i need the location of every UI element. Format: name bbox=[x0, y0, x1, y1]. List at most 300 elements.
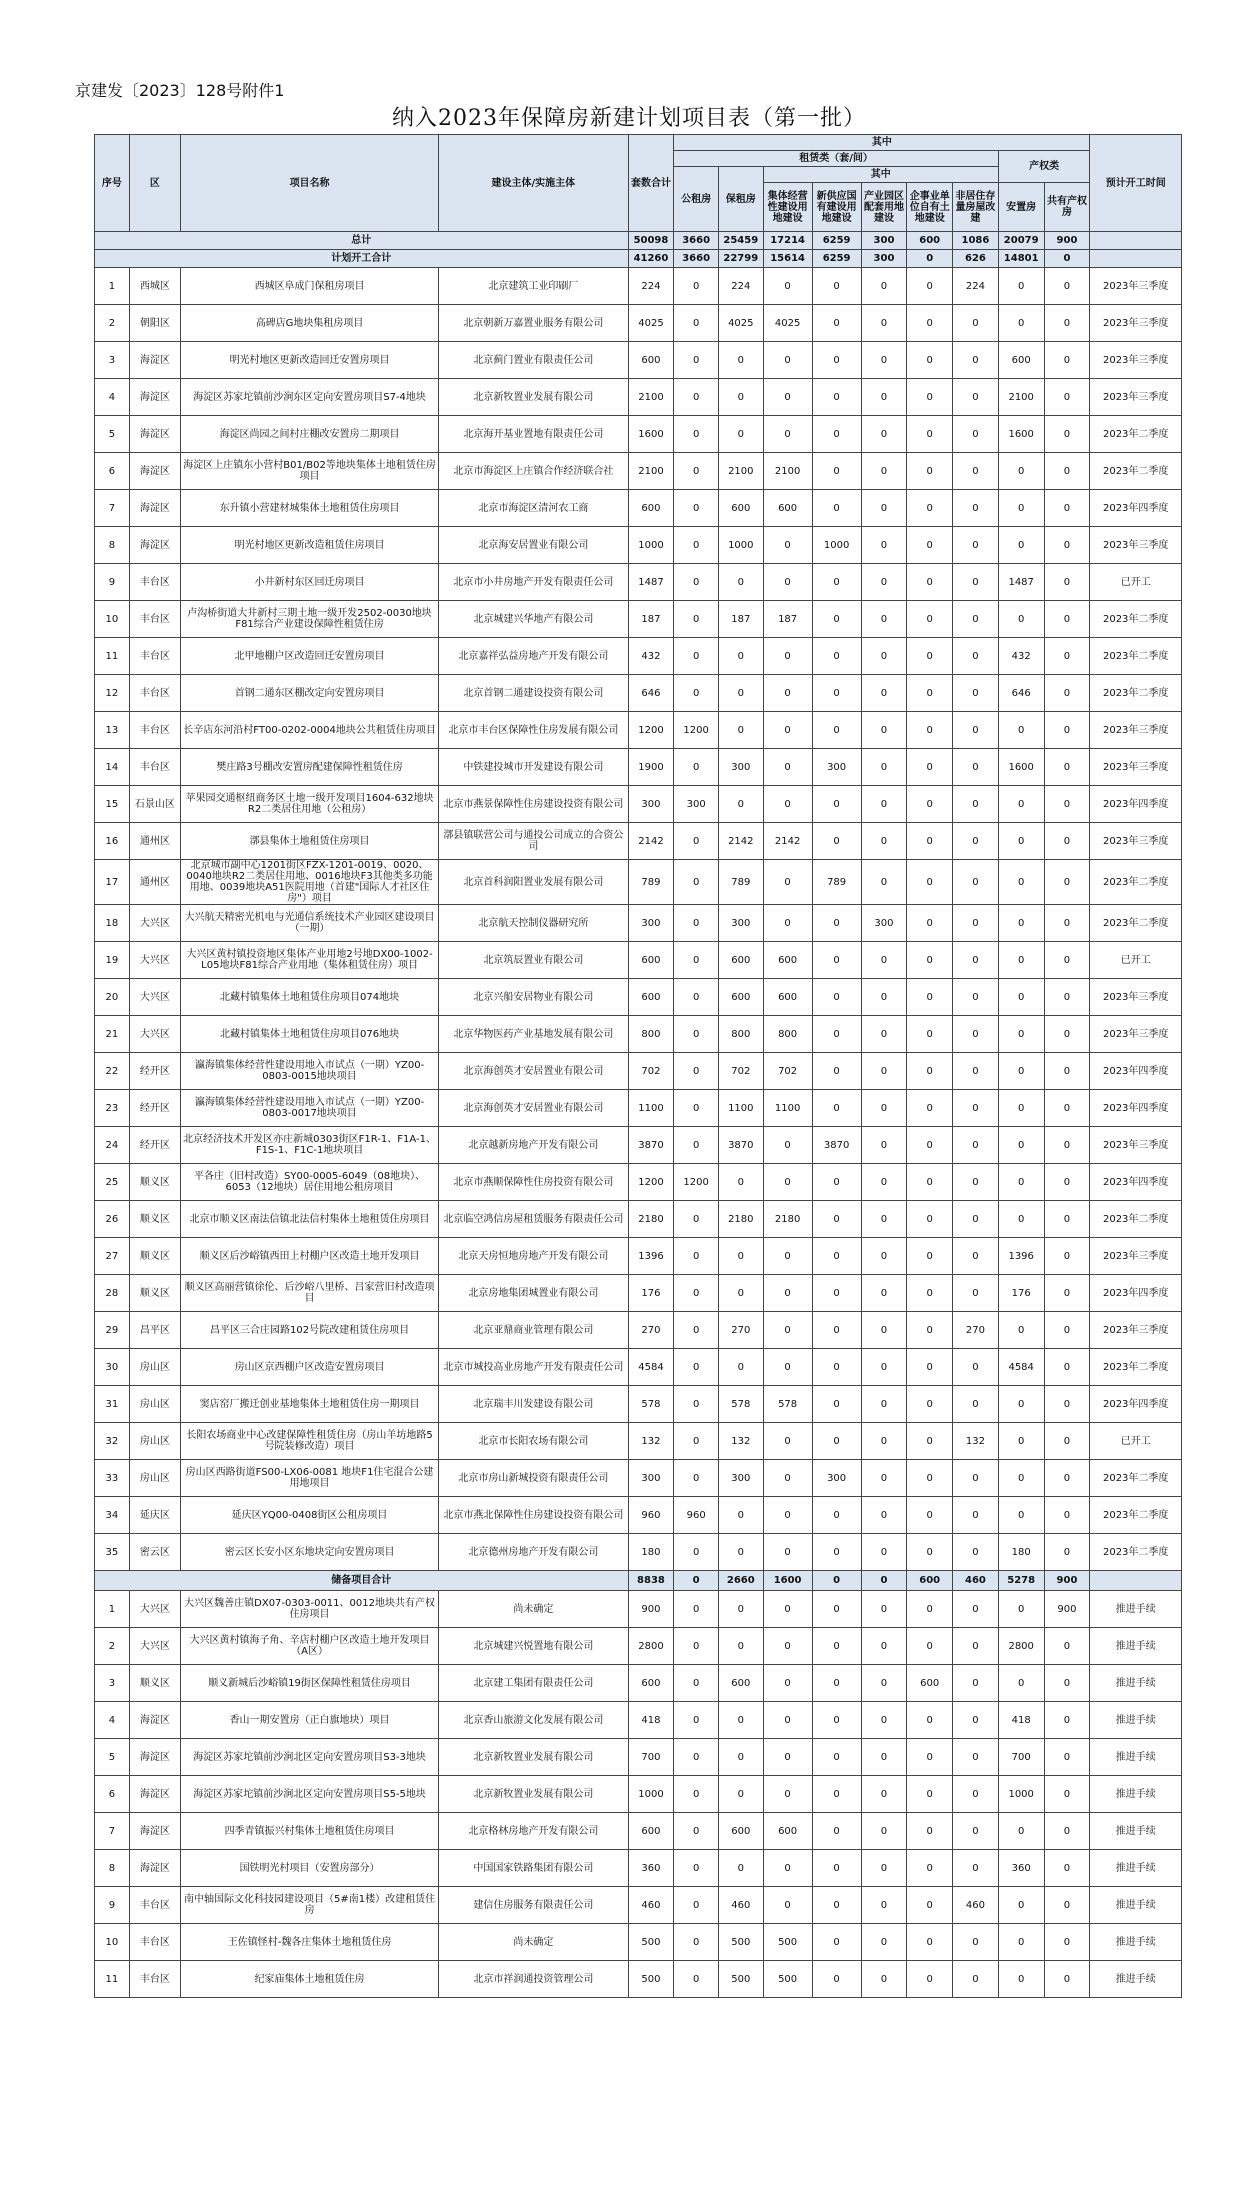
table-cell: 789 bbox=[812, 860, 861, 905]
reserve-subtotal-row-label: 储备项目合计 bbox=[95, 1571, 629, 1591]
table-cell: 300 bbox=[812, 1460, 861, 1497]
table-cell: 0 bbox=[861, 1312, 907, 1349]
plan-subtotal-row-label: 计划开工合计 bbox=[95, 250, 629, 268]
table-cell: 800 bbox=[763, 1016, 812, 1053]
table-cell: 北京首钢二通建设投资有限公司 bbox=[439, 675, 628, 712]
table-cell: 0 bbox=[763, 527, 812, 564]
table-row bbox=[95, 1776, 1182, 1813]
table-cell: 0 bbox=[1044, 342, 1090, 379]
table-cell: 2023年四季度 bbox=[1090, 1053, 1182, 1090]
table-cell: 0 bbox=[1044, 942, 1090, 979]
table-cell: 1200 bbox=[628, 712, 674, 749]
table-cell: 0 bbox=[763, 416, 812, 453]
table-cell: 0 bbox=[1044, 1423, 1090, 1460]
table-cell: 2023年四季度 bbox=[1090, 1164, 1182, 1201]
table-cell: 0 bbox=[907, 1423, 953, 1460]
table-cell: 132 bbox=[718, 1423, 763, 1460]
table-cell: 4025 bbox=[628, 305, 674, 342]
table-cell: 北藏村镇集体土地租赁住房项目074地块 bbox=[181, 979, 439, 1016]
table-cell: 300 bbox=[812, 749, 861, 786]
table-cell: 0 bbox=[907, 1628, 953, 1665]
table-cell: 0 bbox=[1044, 1497, 1090, 1534]
summary-cell: 50098 bbox=[628, 232, 674, 250]
table-cell: 海淀区 bbox=[129, 416, 180, 453]
table-cell: 0 bbox=[1044, 305, 1090, 342]
summary-cell: 17214 bbox=[763, 232, 812, 250]
table-cell: 0 bbox=[861, 1201, 907, 1238]
table-cell: 推进手续 bbox=[1090, 1665, 1182, 1702]
table-cell: 0 bbox=[812, 1497, 861, 1534]
summary-cell: 6259 bbox=[812, 250, 861, 268]
table-cell: 0 bbox=[953, 416, 999, 453]
table-row bbox=[95, 712, 1182, 749]
table-cell: 大兴区 bbox=[129, 1628, 180, 1665]
table-row bbox=[95, 1090, 1182, 1127]
table-row bbox=[95, 1497, 1182, 1534]
table-cell: 0 bbox=[861, 564, 907, 601]
table-cell: 0 bbox=[907, 1127, 953, 1164]
table-cell: 0 bbox=[763, 1739, 812, 1776]
table-cell: 224 bbox=[953, 268, 999, 305]
table-cell: 0 bbox=[953, 1961, 999, 1998]
table-cell: 高碑店G地块集租房项目 bbox=[181, 305, 439, 342]
table-cell: 0 bbox=[861, 305, 907, 342]
table-cell: 国铁明光村项目（安置房部分） bbox=[181, 1850, 439, 1887]
table-cell: 0 bbox=[674, 942, 719, 979]
table-cell: 0 bbox=[718, 1497, 763, 1534]
table-row bbox=[95, 860, 1182, 905]
table-cell: 2800 bbox=[998, 1628, 1044, 1665]
table-cell: 0 bbox=[1044, 905, 1090, 942]
table-cell: 0 bbox=[674, 601, 719, 638]
table-cell: 1000 bbox=[812, 527, 861, 564]
table-cell: 11 bbox=[95, 1961, 130, 1998]
table-cell: 0 bbox=[907, 905, 953, 942]
table-cell: 0 bbox=[953, 527, 999, 564]
table-cell: 0 bbox=[674, 905, 719, 942]
header-anzhi: 安置房 bbox=[998, 183, 1044, 232]
table-cell: 700 bbox=[998, 1739, 1044, 1776]
table-cell: 2023年三季度 bbox=[1090, 1016, 1182, 1053]
table-cell: 顺义区 bbox=[129, 1164, 180, 1201]
table-cell: 0 bbox=[861, 527, 907, 564]
summary-cell: 15614 bbox=[763, 250, 812, 268]
table-cell: 0 bbox=[1044, 1628, 1090, 1665]
table-cell: 224 bbox=[718, 268, 763, 305]
table-cell: 32 bbox=[95, 1423, 130, 1460]
table-cell: 0 bbox=[718, 342, 763, 379]
table-cell: 2 bbox=[95, 1628, 130, 1665]
table-cell: 0 bbox=[907, 979, 953, 1016]
table-cell: 2023年二季度 bbox=[1090, 1497, 1182, 1534]
table-cell: 0 bbox=[812, 712, 861, 749]
table-cell: 顺义新城后沙峪镇19街区保障性租赁住房项目 bbox=[181, 1665, 439, 1702]
table-cell: 0 bbox=[998, 1591, 1044, 1628]
table-cell: 0 bbox=[953, 1275, 999, 1312]
table-cell: 2142 bbox=[718, 823, 763, 860]
table-cell: 2023年二季度 bbox=[1090, 416, 1182, 453]
table-cell: 2100 bbox=[763, 453, 812, 490]
table-cell: 0 bbox=[998, 1164, 1044, 1201]
table-cell: 顺义区 bbox=[129, 1201, 180, 1238]
table-cell: 17 bbox=[95, 860, 130, 905]
table-cell: 0 bbox=[674, 1887, 719, 1924]
table-cell: 丰台区 bbox=[129, 749, 180, 786]
table-cell: 房山区西路街道FS00-LX06-0081 地块F1住宅混合公建用地项目 bbox=[181, 1460, 439, 1497]
table-cell: 0 bbox=[953, 1628, 999, 1665]
table-cell: 0 bbox=[907, 1053, 953, 1090]
table-cell: 0 bbox=[1044, 1053, 1090, 1090]
table-cell: 推进手续 bbox=[1090, 1591, 1182, 1628]
table-cell: 0 bbox=[861, 453, 907, 490]
table-cell: 0 bbox=[953, 342, 999, 379]
summary-cell: 2660 bbox=[718, 1571, 763, 1591]
table-cell: 0 bbox=[861, 1850, 907, 1887]
table-cell: 4025 bbox=[718, 305, 763, 342]
table-cell: 东升镇小营建材城集体土地租赁住房项目 bbox=[181, 490, 439, 527]
table-cell: 顺义区 bbox=[129, 1238, 180, 1275]
table-cell: 0 bbox=[812, 1850, 861, 1887]
table-cell: 0 bbox=[812, 1534, 861, 1571]
table-cell: 延庆区 bbox=[129, 1497, 180, 1534]
table-cell: 0 bbox=[763, 1887, 812, 1924]
table-cell: 0 bbox=[1044, 1386, 1090, 1423]
table-cell: 0 bbox=[861, 979, 907, 1016]
table-cell: 0 bbox=[674, 1739, 719, 1776]
table-body bbox=[95, 232, 1182, 1998]
table-cell: 房山区京西棚户区改造安置房项目 bbox=[181, 1349, 439, 1386]
table-cell: 昌平区 bbox=[129, 1312, 180, 1349]
table-row bbox=[95, 675, 1182, 712]
table-cell: 2180 bbox=[628, 1201, 674, 1238]
table-cell: 600 bbox=[718, 1813, 763, 1850]
total-row-label: 总计 bbox=[95, 232, 629, 250]
table-cell: 0 bbox=[674, 564, 719, 601]
summary-cell: 600 bbox=[907, 1571, 953, 1591]
table-cell: 600 bbox=[763, 1813, 812, 1850]
table-cell: 1 bbox=[95, 268, 130, 305]
table-cell: 顺义区 bbox=[129, 1665, 180, 1702]
table-cell: 0 bbox=[953, 1776, 999, 1813]
table-row bbox=[95, 305, 1182, 342]
table-cell: 176 bbox=[998, 1275, 1044, 1312]
table-cell: 26 bbox=[95, 1201, 130, 1238]
table-cell: 小井新村东区回迁房项目 bbox=[181, 564, 439, 601]
table-cell: 海淀区 bbox=[129, 1776, 180, 1813]
table-cell: 0 bbox=[812, 1961, 861, 1998]
table-cell: 24 bbox=[95, 1127, 130, 1164]
table-cell: 0 bbox=[861, 1628, 907, 1665]
table-cell: 0 bbox=[861, 1739, 907, 1776]
table-cell: 0 bbox=[763, 1238, 812, 1275]
table-cell: 19 bbox=[95, 942, 130, 979]
summary-cell: 0 bbox=[861, 1571, 907, 1591]
table-cell: 0 bbox=[907, 1238, 953, 1275]
table-cell: 0 bbox=[1044, 453, 1090, 490]
table-cell: 600 bbox=[628, 342, 674, 379]
table-cell: 0 bbox=[763, 1164, 812, 1201]
table-cell: 2023年二季度 bbox=[1090, 905, 1182, 942]
table-cell: 0 bbox=[1044, 749, 1090, 786]
table-cell: 0 bbox=[1044, 1090, 1090, 1127]
table-cell: 北京市燕顺保障性住房投资有限公司 bbox=[439, 1164, 628, 1201]
table-cell: 大兴区 bbox=[129, 1016, 180, 1053]
summary-cell: 600 bbox=[907, 232, 953, 250]
table-cell: 6 bbox=[95, 453, 130, 490]
table-cell: 646 bbox=[628, 675, 674, 712]
table-cell: 0 bbox=[998, 268, 1044, 305]
table-cell: 0 bbox=[674, 638, 719, 675]
table-cell: 702 bbox=[628, 1053, 674, 1090]
table-cell: 0 bbox=[674, 860, 719, 905]
table-row bbox=[95, 905, 1182, 942]
table-cell: 0 bbox=[953, 453, 999, 490]
table-cell: 0 bbox=[1044, 379, 1090, 416]
table-cell: 明光村地区更新改造租赁住房项目 bbox=[181, 527, 439, 564]
table-row bbox=[95, 942, 1182, 979]
table-cell: 2023年三季度 bbox=[1090, 749, 1182, 786]
table-cell: 500 bbox=[628, 1961, 674, 1998]
table-cell: 0 bbox=[953, 1016, 999, 1053]
table-cell: 702 bbox=[763, 1053, 812, 1090]
table-cell: 4584 bbox=[628, 1349, 674, 1386]
table-cell: 2023年二季度 bbox=[1090, 1349, 1182, 1386]
table-cell: 0 bbox=[812, 1386, 861, 1423]
table-cell: 0 bbox=[861, 1591, 907, 1628]
table-cell: 推进手续 bbox=[1090, 1739, 1182, 1776]
table-cell: 1396 bbox=[628, 1238, 674, 1275]
table-row bbox=[95, 1739, 1182, 1776]
table-cell: 0 bbox=[953, 1850, 999, 1887]
table-cell: 187 bbox=[628, 601, 674, 638]
table-cell: 0 bbox=[953, 1739, 999, 1776]
table-cell: 0 bbox=[718, 379, 763, 416]
table-cell: 北京市长阳农场有限公司 bbox=[439, 1423, 628, 1460]
table-cell: 0 bbox=[953, 675, 999, 712]
table-cell: 0 bbox=[953, 1386, 999, 1423]
table-cell: 0 bbox=[953, 786, 999, 823]
table-cell: 0 bbox=[674, 1850, 719, 1887]
table-cell: 1200 bbox=[628, 1164, 674, 1201]
table-cell: 0 bbox=[861, 1776, 907, 1813]
table-cell: 4025 bbox=[763, 305, 812, 342]
header-property-group: 产权类 bbox=[998, 151, 1090, 183]
table-cell: 0 bbox=[812, 453, 861, 490]
total-row bbox=[95, 232, 1182, 250]
table-cell: 0 bbox=[998, 860, 1044, 905]
table-row bbox=[95, 1961, 1182, 1998]
table-cell: 推进手续 bbox=[1090, 1776, 1182, 1813]
header-feiju: 非居住存量房屋改建 bbox=[953, 183, 999, 232]
table-cell: 300 bbox=[718, 749, 763, 786]
table-cell: 3 bbox=[95, 1665, 130, 1702]
table-cell: 0 bbox=[861, 1053, 907, 1090]
table-cell: 海淀区 bbox=[129, 490, 180, 527]
table-cell: 0 bbox=[907, 601, 953, 638]
table-cell: 0 bbox=[907, 342, 953, 379]
table-row bbox=[95, 1423, 1182, 1460]
table-cell: 0 bbox=[812, 1016, 861, 1053]
table-cell: 0 bbox=[953, 601, 999, 638]
table-cell: 0 bbox=[861, 1386, 907, 1423]
table-cell: 2023年三季度 bbox=[1090, 1238, 1182, 1275]
table-cell: 2023年四季度 bbox=[1090, 490, 1182, 527]
table-row bbox=[95, 416, 1182, 453]
table-cell: 0 bbox=[907, 1739, 953, 1776]
table-cell: 窦店窑厂搬迁创业基地集体土地租赁住房一期项目 bbox=[181, 1386, 439, 1423]
table-cell: 0 bbox=[861, 749, 907, 786]
table-cell: 0 bbox=[998, 1312, 1044, 1349]
table-cell: 0 bbox=[907, 453, 953, 490]
table-cell: 0 bbox=[718, 1238, 763, 1275]
table-cell: 1600 bbox=[998, 416, 1044, 453]
table-cell: 0 bbox=[907, 1164, 953, 1201]
table-cell: 0 bbox=[1044, 1201, 1090, 1238]
table-cell: 9 bbox=[95, 564, 130, 601]
table-cell: 600 bbox=[718, 1665, 763, 1702]
table-cell: 0 bbox=[861, 1702, 907, 1739]
table-cell: 3 bbox=[95, 342, 130, 379]
table-cell: 0 bbox=[718, 786, 763, 823]
table-cell: 0 bbox=[907, 860, 953, 905]
table-cell: 北京城市副中心1201街区FZX-1201-0019、0020、0040地块R2二类居住用地、0016地块F3其他类多功能用地、0039地块A51医院用地（首建"国际人才社区住房"）项目 bbox=[181, 860, 439, 905]
table-cell: 0 bbox=[907, 942, 953, 979]
table-cell: 0 bbox=[907, 1460, 953, 1497]
table-row bbox=[95, 268, 1182, 305]
summary-cell: 900 bbox=[1044, 1571, 1090, 1591]
table-cell: 北京越新房地产开发有限公司 bbox=[439, 1127, 628, 1164]
table-cell: 0 bbox=[861, 712, 907, 749]
table-cell: 300 bbox=[674, 786, 719, 823]
table-cell: 0 bbox=[861, 1497, 907, 1534]
table-cell: 0 bbox=[812, 942, 861, 979]
table-cell: 2023年三季度 bbox=[1090, 1127, 1182, 1164]
summary-cell: 6259 bbox=[812, 232, 861, 250]
table-cell: 23 bbox=[95, 1090, 130, 1127]
table-cell: 0 bbox=[953, 379, 999, 416]
table-cell: 4 bbox=[95, 1702, 130, 1739]
table-cell: 600 bbox=[763, 979, 812, 1016]
table-cell: 北京航天控制仪器研究所 bbox=[439, 905, 628, 942]
table-cell: 0 bbox=[861, 1423, 907, 1460]
table-header bbox=[95, 135, 1182, 232]
table-row bbox=[95, 1238, 1182, 1275]
table-cell: 0 bbox=[1044, 1275, 1090, 1312]
table-cell: 0 bbox=[907, 749, 953, 786]
table-cell: 600 bbox=[998, 342, 1044, 379]
table-cell: 北京德州房地产开发有限公司 bbox=[439, 1534, 628, 1571]
table-cell: 180 bbox=[998, 1534, 1044, 1571]
table-cell: 500 bbox=[763, 1961, 812, 1998]
table-cell: 2023年四季度 bbox=[1090, 1090, 1182, 1127]
table-cell: 0 bbox=[1044, 1813, 1090, 1850]
table-cell: 0 bbox=[1044, 490, 1090, 527]
table-cell: 1200 bbox=[674, 712, 719, 749]
table-cell: 0 bbox=[812, 305, 861, 342]
table-cell: 经开区 bbox=[129, 1090, 180, 1127]
table-cell: 0 bbox=[998, 1887, 1044, 1924]
table-cell: 0 bbox=[953, 1053, 999, 1090]
table-cell: 25 bbox=[95, 1164, 130, 1201]
table-cell: 132 bbox=[953, 1423, 999, 1460]
header-gongyou: 共有产权房 bbox=[1044, 183, 1090, 232]
table-row bbox=[95, 1850, 1182, 1887]
table-cell: 通州区 bbox=[129, 823, 180, 860]
table-cell: 0 bbox=[953, 1665, 999, 1702]
table-cell: 0 bbox=[861, 1924, 907, 1961]
table-cell: 0 bbox=[861, 1090, 907, 1127]
table-cell: 0 bbox=[1044, 823, 1090, 860]
table-cell: 顺义区 bbox=[129, 1275, 180, 1312]
table-cell: 187 bbox=[763, 601, 812, 638]
table-cell: 16 bbox=[95, 823, 130, 860]
table-cell: 0 bbox=[907, 1961, 953, 1998]
table-cell: 15 bbox=[95, 786, 130, 823]
reserve-subtotal-row bbox=[95, 1571, 1182, 1591]
header-entity: 建设主体/实施主体 bbox=[439, 135, 628, 232]
table-cell: 已开工 bbox=[1090, 564, 1182, 601]
table-cell: 22 bbox=[95, 1053, 130, 1090]
table-cell: 0 bbox=[812, 1238, 861, 1275]
table-cell: 28 bbox=[95, 1275, 130, 1312]
summary-cell: 0 bbox=[1044, 250, 1090, 268]
table-cell: 0 bbox=[718, 1702, 763, 1739]
summary-cell: 14801 bbox=[998, 250, 1044, 268]
table-cell: 大兴航天精密光机电与光通信系统技术产业园区建设项目（一期） bbox=[181, 905, 439, 942]
table-row bbox=[95, 749, 1182, 786]
table-row bbox=[95, 1924, 1182, 1961]
summary-cell: 1600 bbox=[763, 1571, 812, 1591]
table-cell: 0 bbox=[861, 1016, 907, 1053]
table-cell: 北京天房恒地房地产开发有限公司 bbox=[439, 1238, 628, 1275]
table-row bbox=[95, 1312, 1182, 1349]
table-cell: 0 bbox=[861, 1534, 907, 1571]
table-cell: 432 bbox=[998, 638, 1044, 675]
table-cell: 2100 bbox=[628, 379, 674, 416]
table-cell: 0 bbox=[1044, 1164, 1090, 1201]
table-cell: 0 bbox=[998, 1665, 1044, 1702]
table-cell: 600 bbox=[628, 1813, 674, 1850]
table-cell: 0 bbox=[907, 305, 953, 342]
table-cell: 600 bbox=[628, 1665, 674, 1702]
table-cell: 1100 bbox=[628, 1090, 674, 1127]
table-cell: 0 bbox=[812, 1591, 861, 1628]
table-cell: 0 bbox=[763, 1776, 812, 1813]
summary-cell: 3660 bbox=[674, 250, 719, 268]
table-cell: 0 bbox=[812, 416, 861, 453]
table-cell: 0 bbox=[674, 1349, 719, 1386]
table-cell: 0 bbox=[763, 712, 812, 749]
table-cell: 1100 bbox=[718, 1090, 763, 1127]
table-cell: 2023年三季度 bbox=[1090, 527, 1182, 564]
table-cell: 海淀区 bbox=[129, 453, 180, 490]
table-cell: 0 bbox=[812, 1423, 861, 1460]
summary-cell: 300 bbox=[861, 250, 907, 268]
table-cell: 2023年三季度 bbox=[1090, 379, 1182, 416]
table-cell: 尚未确定 bbox=[439, 1924, 628, 1961]
table-cell: 27 bbox=[95, 1238, 130, 1275]
summary-cell: 460 bbox=[953, 1571, 999, 1591]
table-cell: 900 bbox=[1044, 1591, 1090, 1628]
table-cell: 0 bbox=[763, 1497, 812, 1534]
table-cell: 0 bbox=[718, 1164, 763, 1201]
table-cell: 0 bbox=[861, 1460, 907, 1497]
table-cell: 180 bbox=[628, 1534, 674, 1571]
table-cell: 2023年二季度 bbox=[1090, 601, 1182, 638]
table-cell: 0 bbox=[907, 1776, 953, 1813]
table-cell: 2023年三季度 bbox=[1090, 712, 1182, 749]
table-cell: 0 bbox=[1044, 1924, 1090, 1961]
